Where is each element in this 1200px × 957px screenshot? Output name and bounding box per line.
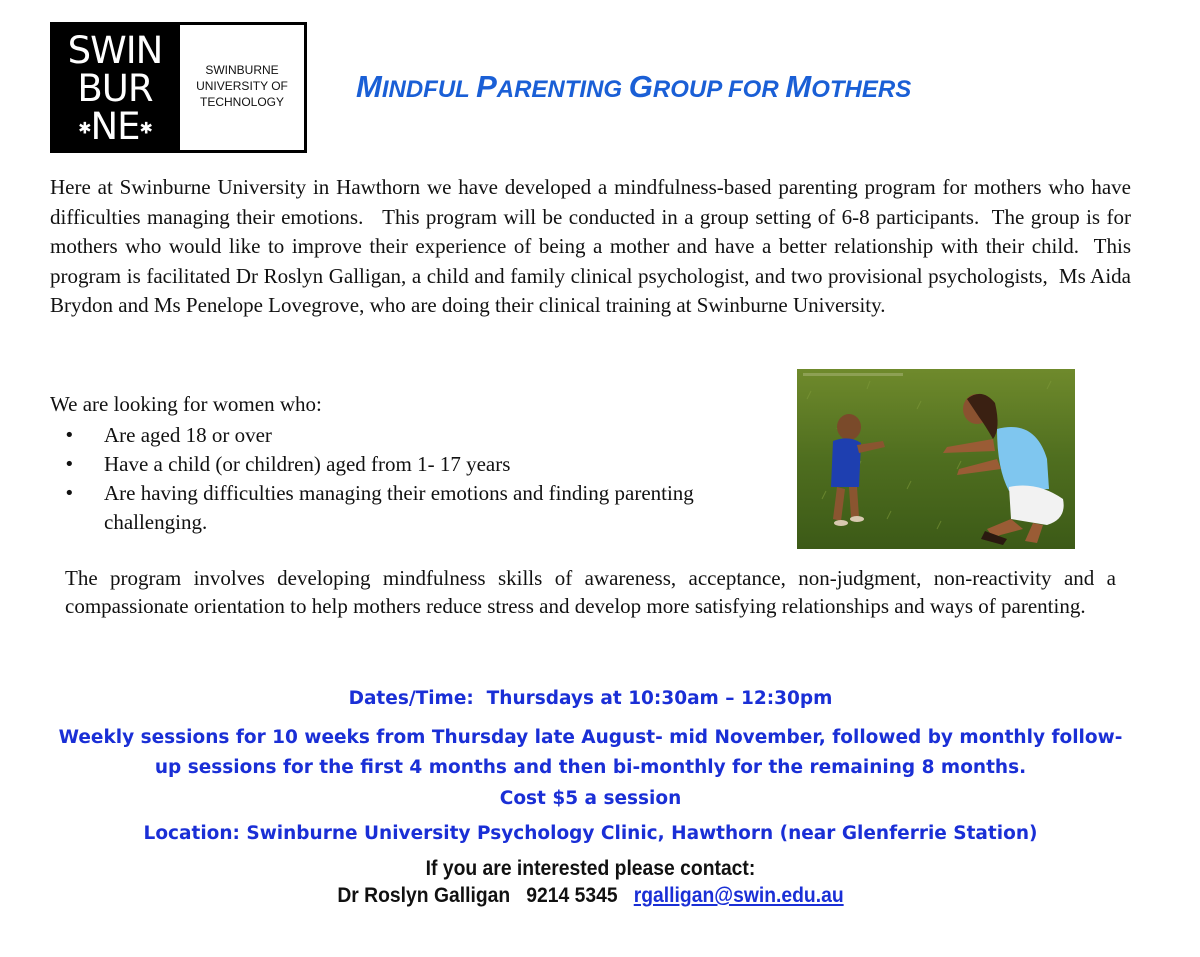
logo-mark-line1: SWIN [67,29,163,72]
logo-star-icon: ✱ [139,118,152,138]
dates-time: Dates/Time: Thursdays at 10:30am – 12:30pm [348,688,833,709]
list-item: • Are having difficulties managing their emotions and finding parenting challenging. [64,481,694,534]
logo-text-line3: TECHNOLOGY [199,95,284,109]
intro-paragraph: Here at Swinburne University in Hawthorn we have developed a mindfulness-based parenting program for mothers who have difficulties managing their emotions. This program will be conducted in a group setting of 6-8 participants. The group is for mothers who would like to improve their experience of being a mother and have a better relationship with their child. This program is facilitated Dr Roslyn Galligan, a child and family clinical psychologist, and two provisional psychologists, Ms Aida Brydon and Ms Penelope Lovegrove, who are doing their clinical training at Swinburne University. [50,175,1137,318]
logo-star-icon: ✱ [78,118,91,138]
logo-text-line2: UNIVERSITY OF [196,79,288,93]
title-word: MOTHERS [785,69,912,104]
logo-mark-line2: BUR [77,67,153,110]
title-word: FOR [728,76,779,103]
page-title [356,69,911,105]
logo-mark [50,22,180,153]
bullet-icon: • [64,425,75,446]
program-paragraph: The program involves developing mindfulness skills of awareness, acceptance, non-judgment, non-reactivity and a compassionate orientation to help mothers reduce stress and develop more satisfying relationships and ways of parenting. [65,566,1116,618]
list-item: • Are aged 18 or over [60,421,720,450]
bullet-icon: • [64,454,75,475]
bullet-icon: • [64,483,75,504]
contact-details [93,884,1088,908]
title-word: GROUP [628,69,722,104]
contact-prompt: If you are interested please contact: [425,857,756,880]
cost: Cost $5 a session [499,788,682,809]
email-link[interactable]: rgalligan@swin.edu.au [633,884,844,907]
eligibility-list [60,421,720,537]
logo-mark-line3: ✱NE✱ [78,105,152,148]
logo-wordmark [180,25,304,150]
swinburne-logo [50,22,307,153]
mother-child-photo [797,369,1075,549]
logo-text-line1: SWINBURNE [205,63,279,77]
title-word: MINDFUL [356,69,470,104]
contact-name-phone: Dr Roslyn Galligan 9214 5345 [337,884,634,907]
eligibility-heading: We are looking for women who: [50,392,322,416]
title-word: PARENTING [476,69,623,104]
list-item: • Have a child (or children) aged from 1- 17 years [60,450,720,479]
weekly-sessions: Weekly sessions for 10 weeks from Thursday late August- mid November, followed by monthly follow-up sessions for the first 4 months and then bi-monthly for the remaining 8 months. [58,727,1123,778]
location: Location: Swinburne University Psychology Clinic, Hawthorn (near Glenferrie Station) [143,823,1038,844]
